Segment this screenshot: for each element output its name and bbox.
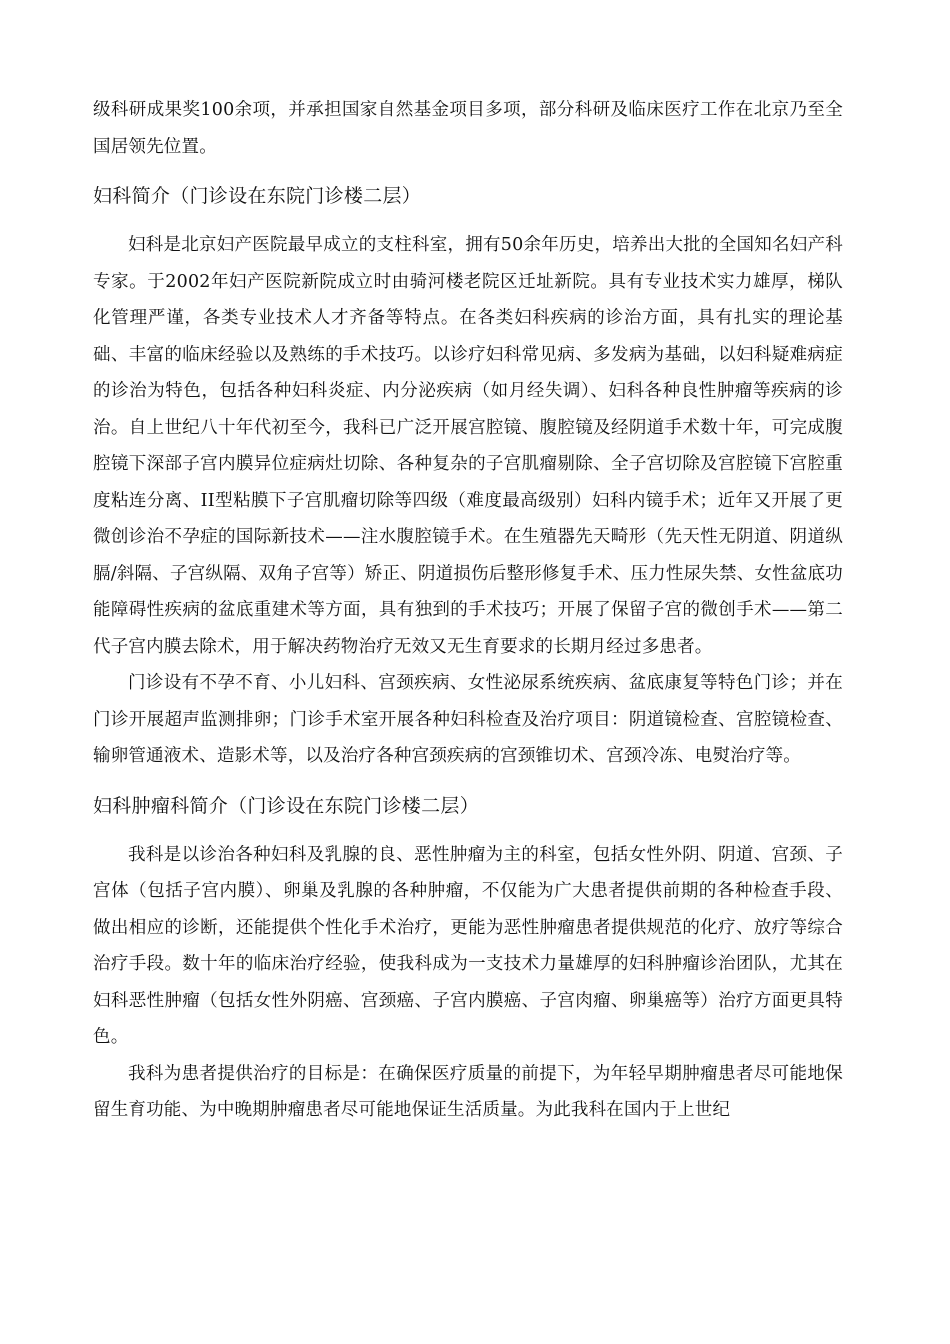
gynecology-heading: 妇科简介（门诊设在东院门诊楼二层） — [93, 185, 422, 207]
intro-continuation: 级科研成果奖100余项，并承担国家自然基金项目多项，部分科研及临床医疗工作在北京乃至全国居领先位置。 — [93, 100, 843, 157]
gynecology-paragraph-2: 门诊设有不孕不育、小儿妇科、宫颈疾病、女性泌尿系统疾病、盆底康复等特色门诊；并在门诊开展超声监测排卵；门诊手术室开展各种妇科检查及治疗项目：阴道镜检查、宫腔镜检查、输卵管通液术、造影术等，以及治疗各种宫颈疾病的宫颈锥切术、宫颈冷冻、电熨治疗等。 — [93, 673, 843, 766]
gyn-oncology-paragraph-1: 我科是以诊治各种妇科及乳腺的良、恶性肿瘤为主的科室，包括女性外阴、阴道、宫颈、子宫体（包括子宫内膜）、卵巢及乳腺的各种肿瘤，不仅能为广大患者提供前期的各种检查手段、做出相应的诊断，还能提供个性化手术治疗，更能为恶性肿瘤患者提供规范的化疗、放疗等综合治疗手段。数十年的临床治疗经验，使我科成为一支技术力量雄厚的妇科肿瘤诊治团队，尤其在妇科恶性肿瘤（包括女性外阴癌、宫颈癌、子宫内膜癌、子宫肉瘤、卵巢癌等）治疗方面更具特色。 — [93, 844, 843, 1047]
document-page — [93, 92, 843, 1129]
gynecology-paragraph-1: 妇科是北京妇产医院最早成立的支柱科室，拥有50余年历史，培养出大批的全国知名妇产科专家。于2002年妇产医院新院成立时由骑河楼老院区迁址新院。具有专业技术实力雄厚，梯队化管理严谨，各类专业技术人才齐备等特点。在各类妇科疾病的诊治方面，具有扎实的理论基础、丰富的临床经验以及熟练的手术技巧。以诊疗妇科常见病、多发病为基础，以妇科疑难病症的诊治为特色，包括各种妇科炎症、内分泌疾病（如月经失调）、妇科各种良性肿瘤等疾病的诊治。自上世纪八十年代初至今，我科已广泛开展宫腔镜、腹腔镜及经阴道手术数十年，可完成腹腔镜下深部子宫内膜异位症病灶切除、各种复杂的子宫肌瘤剔除、全子宫切除及宫腔镜下宫腔重度粘连分离、II型粘膜下子宫肌瘤切除等四级（难度最高级别）妇科内镜手术；近年又开展了更微创诊治不孕症的国际新技术——注水腹腔镜手术。在生殖器先天畸形（先天性无阴道、阴道纵膈/斜隔、子宫纵隔、双角子宫等）矫正、阴道损伤后整形修复手术、压力性尿失禁、女性盆底功能障碍性疾病的盆底重建术等方面，具有独到的手术技巧；开展了保留子宫的微创手术——第二代子宫内膜去除术，用于解决药物治疗无效又无生育要求的长期月经过多患者。 — [93, 235, 843, 657]
gyn-oncology-heading: 妇科肿瘤科简介（门诊设在东院门诊楼二层） — [93, 794, 480, 817]
gyn-oncology-paragraph-2: 我科为患者提供治疗的目标是：在确保医疗质量的前提下，为年轻早期肿瘤患者尽可能地保留生育功能、为中晚期肿瘤患者尽可能地保证生活质量。为此我科在国内于上世纪 — [93, 1063, 843, 1120]
